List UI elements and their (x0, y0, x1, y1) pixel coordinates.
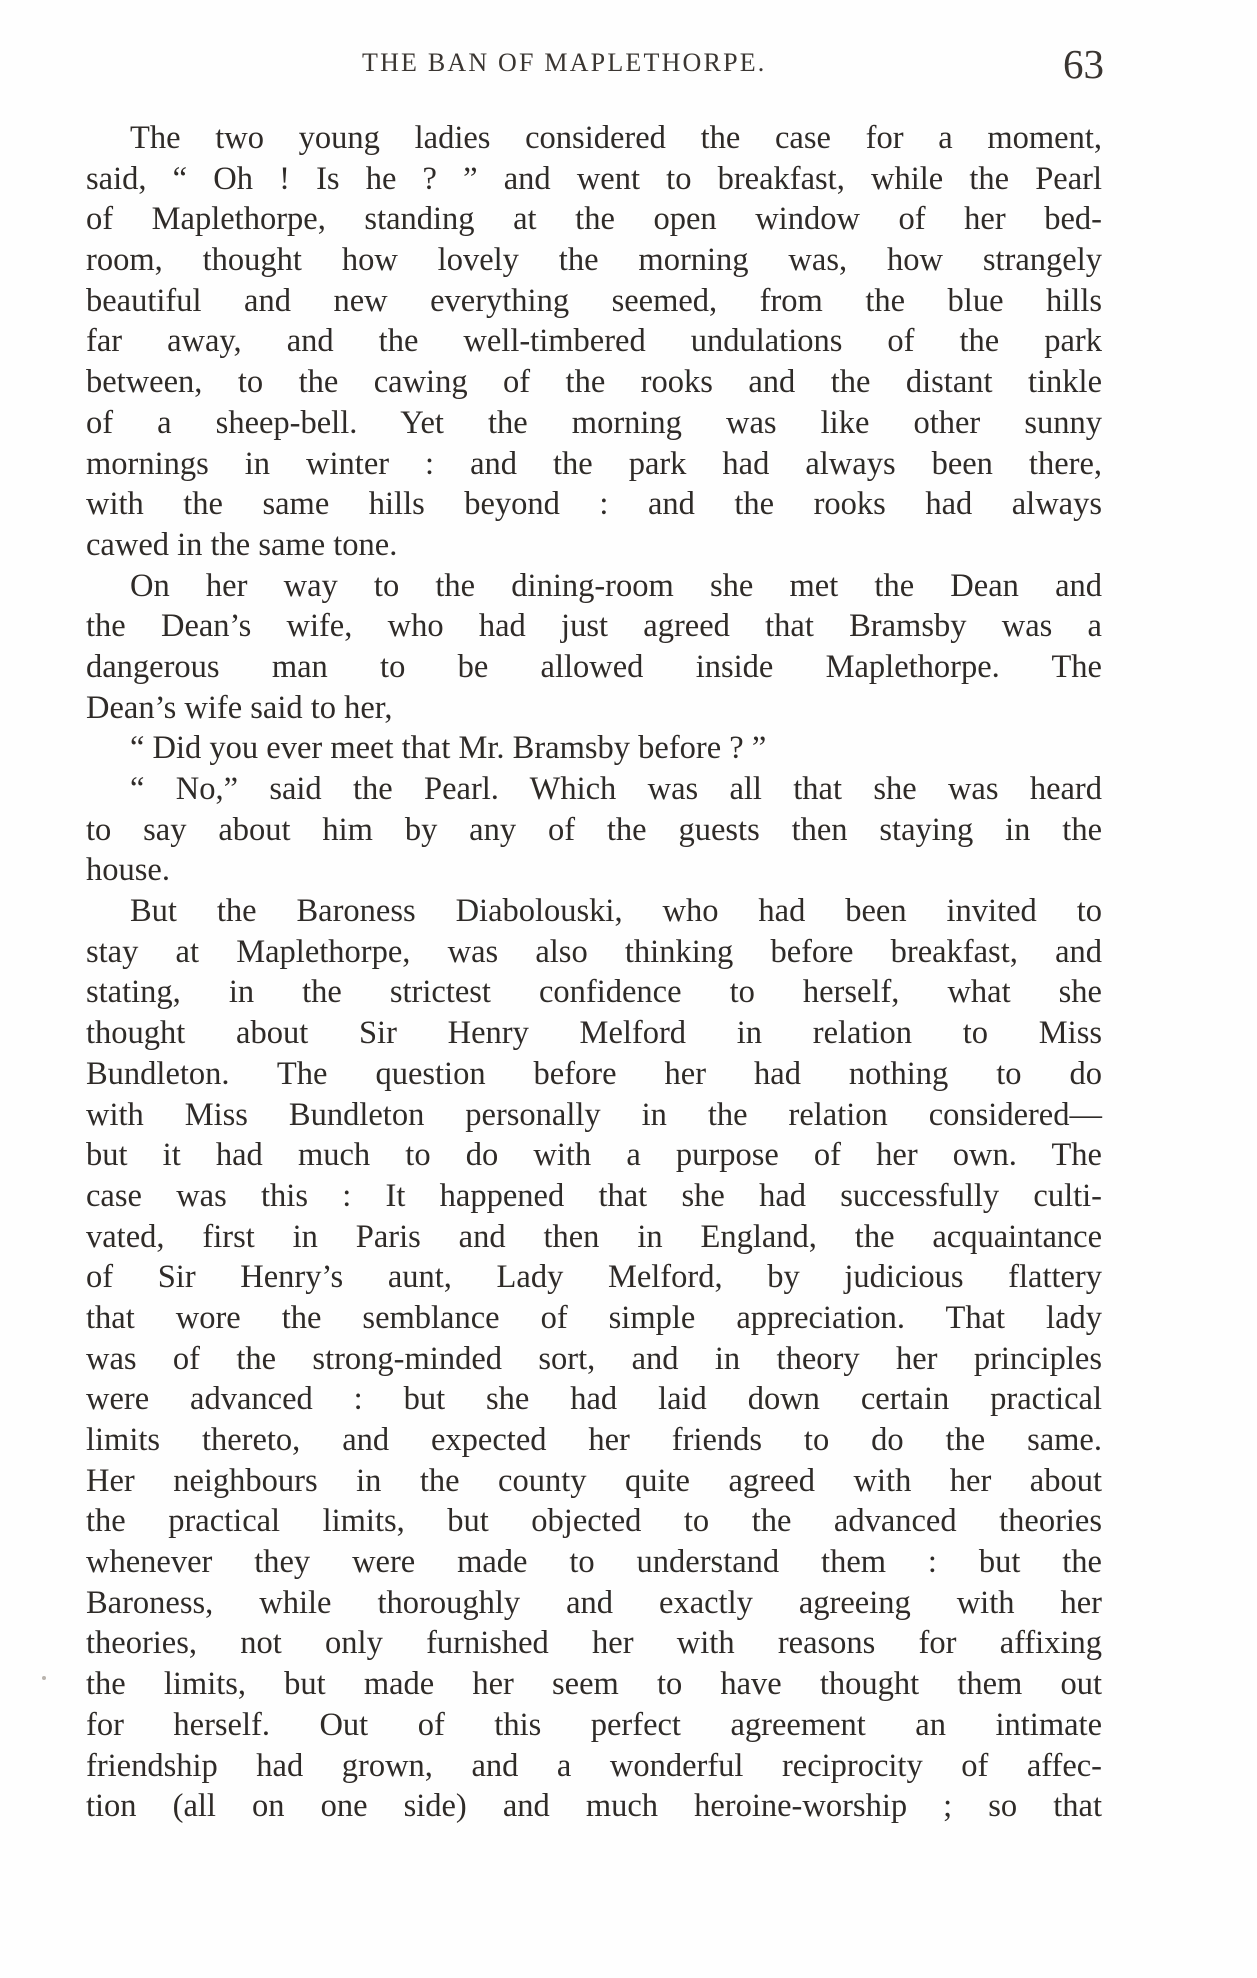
text-line: Her neighbours in the county quite agreed with her about (86, 1462, 1102, 1499)
text-line: cawed in the same tone. (86, 526, 398, 563)
text-line: with the same hills beyond : and the rooks had always (86, 486, 1102, 523)
text-line: vated, first in Paris and then in England, the acquaintance (86, 1218, 1102, 1255)
running-title: THE BAN OF MAPLETHORPE. (362, 48, 767, 77)
text-line: The two young ladies considered the case for a moment, (130, 120, 1102, 156)
text-line: stay at Maplethorpe, was also thinking before breakfast, and (86, 933, 1102, 970)
body-text (86, 118, 1102, 1827)
print-speck (42, 1676, 46, 1680)
text-line: of Sir Henry’s aunt, Lady Melford, by judicious flattery (86, 1259, 1102, 1296)
page-number: 63 (1063, 41, 1104, 87)
text-line: Bundleton. The question before her had nothing to do (86, 1055, 1102, 1092)
text-line: said, “ Oh ! Is he ? ” and went to breakfast, while the Pearl (86, 160, 1102, 197)
text-line: thought about Sir Henry Melford in relation to Miss (86, 1015, 1102, 1052)
text-line: “ No,” said the Pearl. Which was all that she was heard (130, 771, 1102, 807)
text-line: room, thought how lovely the morning was, how strangely (86, 242, 1102, 279)
text-line: beautiful and new everything seemed, from the blue hills (86, 282, 1102, 319)
text-line: tion (all on one side) and much heroine-worship ; so that (86, 1788, 1102, 1825)
text-line: limits thereto, and expected her friends to do the same. (86, 1422, 1102, 1458)
text-line: the practical limits, but objected to the advanced theories (86, 1503, 1102, 1540)
text-line: between, to the cawing of the rooks and the distant tinkle (86, 364, 1102, 401)
text-line: stating, in the strictest confidence to herself, what she (86, 974, 1102, 1011)
text-line: house. (86, 852, 170, 889)
text-line: the limits, but made her seem to have thought them out (86, 1666, 1102, 1703)
text-line: But the Baroness Diabolouski, who had been invited to (130, 893, 1102, 930)
text-line: was of the strong-minded sort, and in theory her principles (86, 1340, 1102, 1377)
text-line: mornings in winter : and the park had always been there, (86, 445, 1102, 482)
text-line: were advanced : but she had laid down certain practical (86, 1381, 1102, 1418)
text-line: Dean’s wife said to her, (86, 689, 393, 726)
text-line: case was this : It happened that she had successfully culti- (86, 1177, 1102, 1214)
text-line: for herself. Out of this perfect agreement an intimate (86, 1706, 1102, 1743)
text-line: with Miss Bundleton personally in the relation considered— (86, 1096, 1102, 1133)
running-head (84, 41, 1104, 94)
text-line: On her way to the dining-room she met the Dean and (130, 567, 1102, 604)
text-line: to say about him by any of the guests then staying in the (86, 811, 1102, 848)
text-line: “ Did you ever meet that Mr. Bramsby before ? ” (130, 730, 767, 767)
text-line: theories, not only furnished her with reasons for affixing (86, 1625, 1102, 1662)
text-line: the Dean’s wife, who had just agreed that Bramsby was a (86, 608, 1102, 645)
text-line: dangerous man to be allowed inside Maplethorpe. The (86, 648, 1102, 685)
text-line: far away, and the well-timbered undulations of the park (86, 323, 1102, 360)
text-line: of a sheep-bell. Yet the morning was like other sunny (86, 404, 1102, 441)
text-line: of Maplethorpe, standing at the open window of her bed- (86, 201, 1102, 238)
text-line: friendship had grown, and a wonderful reciprocity of affec- (86, 1747, 1102, 1784)
text-line: Baroness, while thoroughly and exactly agreeing with her (86, 1584, 1102, 1621)
text-line: whenever they were made to understand them : but the (86, 1544, 1102, 1581)
text-line: that wore the semblance of simple appreciation. That lady (86, 1299, 1102, 1336)
text-line: but it had much to do with a purpose of her own. The (86, 1137, 1102, 1174)
